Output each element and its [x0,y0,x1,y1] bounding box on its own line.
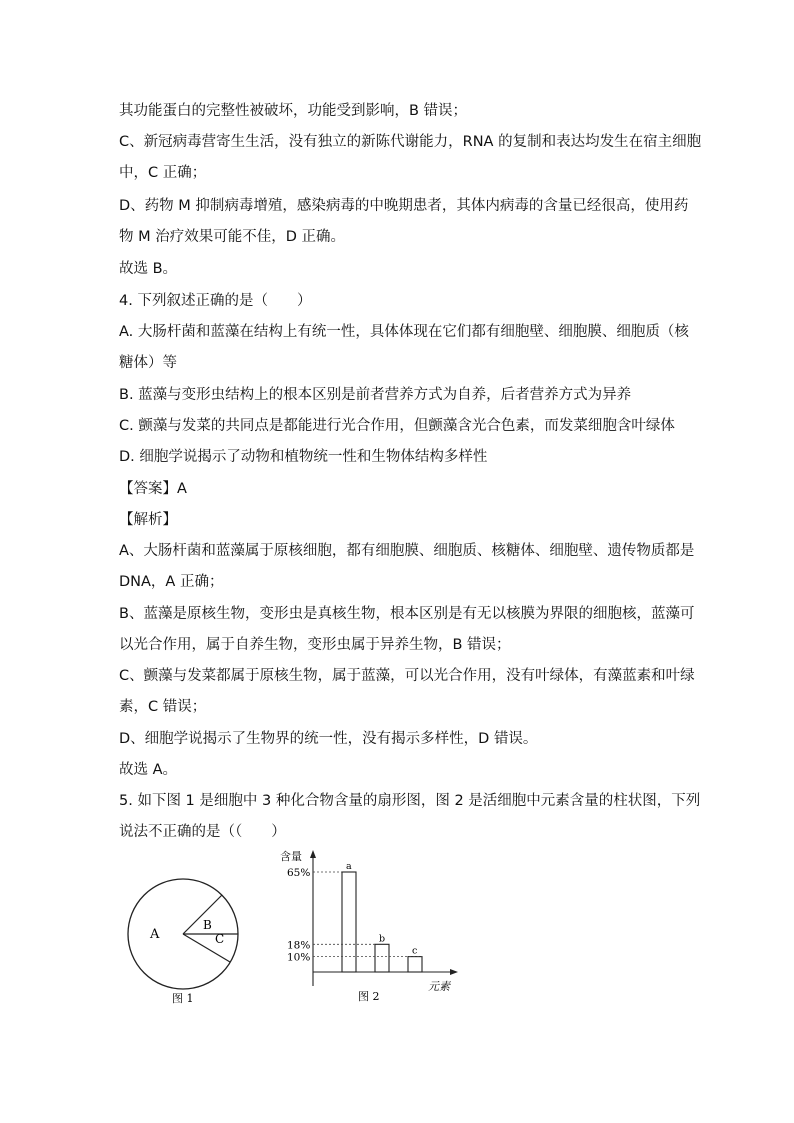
text-line: 4. 下列叙述正确的是（ ） [119,293,312,309]
bar-chart-figure2 [280,849,458,1003]
pie-label-a: A [150,927,160,942]
pie-label-c: C [215,932,225,946]
bar-label-c: c [412,945,418,957]
y-axis-label: 含量 [280,850,302,863]
text-line: A. 大肠杆菌和蓝藻在结构上有统一性，具体体现在它们都有细胞壁、细胞膜、细胞质（核 [119,324,689,340]
text-line: 故选 A。 [119,762,178,778]
text-line: B. 蓝藻与变形虫结构上的根本区别是前者营养方式为自养，后者营养方式为异养 [119,387,632,403]
y-tick-label: 18% [287,939,311,952]
text-line: DNA，A 正确； [119,574,224,590]
text-line: B、蓝藻是原核生物，变形虫是真核生物，根本区别是有无以核膜为界限的细胞核，蓝藻可 [119,606,695,622]
y-tick-label: 10% [287,951,311,964]
pie-chart-figure1 [128,879,238,1005]
text-line: 物 M 治疗效果可能不佳，D 正确。 [119,229,346,245]
text-line: 【答案】A [119,481,187,497]
y-axis-arrow [310,850,316,858]
x-axis-arrow [450,969,458,975]
text-line: D、细胞学说揭示了生物界的统一性，没有揭示多样性，D 错误。 [119,731,538,747]
text-line: 以光合作用，属于自养生物，变形虫属于异养生物，B 错误； [119,637,511,653]
text-line: 5. 如下图 1 是细胞中 3 种化合物含量的扇形图，图 2 是活细胞中元素含量的柱状图，下列 [119,793,701,809]
text-line: 说法不正确的是（（ ） [119,824,286,840]
figure1-caption: 图 1 [172,992,194,1005]
text-line: 中，C 正确； [119,165,207,181]
text-line: A、大肠杆菌和蓝藻属于原核细胞，都有细胞膜、细胞质、核糖体、细胞壁、遗传物质都是 [119,543,695,559]
pie-label-b: B [203,918,212,932]
text-line: D、药物 M 抑制病毒增殖，感染病毒的中晚期患者，其体内病毒的含量已经很高，使用药 [119,198,689,214]
text-line: C、新冠病毒营寄生生活，没有独立的新陈代谢能力，RNA 的复制和表达均发生在宿主细胞 [119,134,702,150]
figure2-caption: 图 2 [358,990,380,1003]
text-line: D. 细胞学说揭示了动物和植物统一性和生物体结构多样性 [119,449,488,465]
figure-area [120,842,480,1012]
bar-c [408,957,422,972]
text-line: 【解析】 [119,512,177,528]
bar-label-a: a [346,861,352,872]
text-line: 糖体）等 [119,355,177,371]
x-axis-label: 元素 [428,980,450,993]
text-line: 其功能蛋白的完整性被破坏，功能受到影响，B 错误； [119,103,468,119]
text-line: 故选 B。 [119,261,178,277]
text-line: C、颤藻与发菜都属于原核生物，属于蓝藻，可以光合作用，没有叶绿体，有藻蓝素和叶绿 [119,668,695,684]
text-line: 素，C 错误； [119,699,207,715]
y-tick-label: 65% [287,867,311,879]
bar-label-b: b [379,933,386,945]
text-line: C. 颤藻与发菜的共同点是都能进行光合作用，但颤藻含光合色素，而发菜细胞含叶绿体 [119,418,675,434]
bar-b [375,944,389,972]
